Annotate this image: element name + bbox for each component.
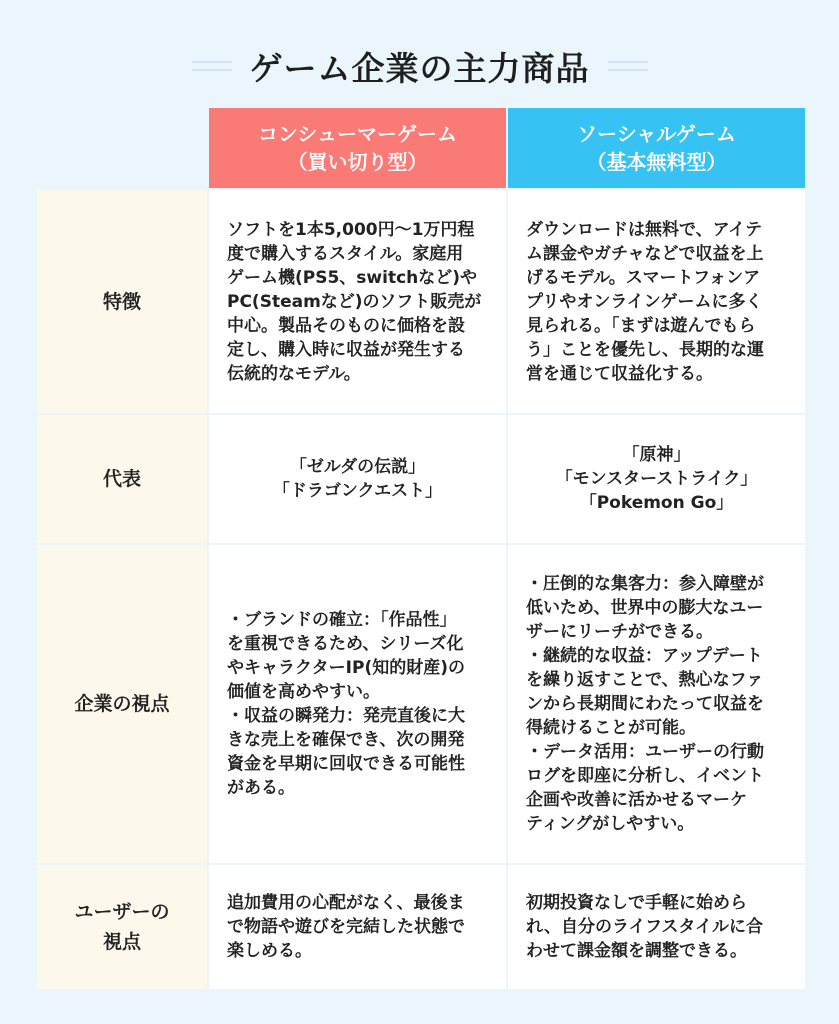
text-line: ・ブランドの確立：「作品性」 [227,610,457,630]
text-line: 定し、購入時に収益が発生する [227,339,465,360]
text-line: PC(Steamなど)のソフト販売が [227,291,482,312]
cell-features-consumer [209,190,506,413]
text-line: がある。 [227,778,295,798]
text-line: ・収益の瞬発力：発売直後に大 [227,706,465,726]
cell-text [526,572,764,836]
cell-features-social [508,190,805,413]
column-header-social [508,108,805,188]
text-line: げるモデル。スマートフォンア [526,267,761,288]
text-line: ・継続的な収益：アップデート [526,646,763,666]
text-line: れ、自分のライフスタイルに合 [526,917,763,937]
text-line: 見られる。「まずは遊んでもら [526,315,756,336]
cell-examples-consumer [209,415,506,543]
text-line: 追加費用の心配がなく、最後ま [227,893,465,913]
column-header-social-line2: （基本無料型） [586,150,727,174]
cell-company-consumer [209,545,506,863]
text-line: きな売上を確保でき、次の開発 [227,730,465,750]
text-line: ティングがしやすい。 [526,814,695,834]
text-line: で物語や遊びを完結した状態で [227,917,465,937]
text-line: 得続けることが可能。 [526,718,696,738]
example-title: 「ゼルダの伝説」 [289,457,426,477]
text-line: 営を通じて収益化する。 [526,363,713,384]
text-line: 伝統的なモデル。 [227,363,361,384]
row-header-user [37,865,207,989]
cell-text [227,891,465,963]
column-header-consumer-line1: コンシューマーゲーム [257,122,458,146]
text-line: やキャラクターIP(知的財産)の [227,658,465,678]
cell-user-consumer [209,865,506,989]
column-header-social-line1: ソーシャルゲーム [577,122,736,146]
text-line: 初期投資なしで手軽に始めら [526,893,747,913]
text-line: プリやオンラインゲームに多く [526,291,763,312]
row-header-features: 特徴 [37,190,207,413]
text-line: 度で購入するスタイル。家庭用 [227,243,464,264]
title-decoration-right [608,61,648,71]
text-line: を繰り返すことで、熱心なファ [526,670,764,690]
text-line: ログを即座に分析し、イベント [526,766,764,786]
text-line: 資金を早期に回収できる可能性 [227,754,465,774]
text-line: ダウンロードは無料で、アイテ [526,219,763,240]
row-header-user-line1: ユーザーの [74,901,170,923]
text-line: ・データ活用：ユーザーの行動 [526,742,764,762]
text-line: 価値を高めやすい。 [227,682,380,702]
text-line: ンから長期間にわたって収益を [526,694,764,714]
page-title: ゲーム企業の主力商品 [249,48,590,88]
text-line: 中心。製品そのものに価格を設 [227,315,465,336]
cell-examples-social [508,415,805,543]
text-line: ・圧倒的な集客力：参入障壁が [526,574,764,594]
text-line: ム課金やガチャなどで収益を上 [526,243,764,264]
table-corner [37,108,207,188]
cell-text [526,218,764,386]
title-decoration-left [192,61,232,71]
example-title: 「原神」 [622,445,691,465]
row-header-user-line2: 視点 [102,931,141,953]
row-header-company: 企業の視点 [37,545,207,863]
cell-text [227,608,465,800]
text-line: う」ことを優先し、長期的な運 [526,339,764,360]
cell-company-social [508,545,805,863]
title-area [0,38,839,94]
text-line: 企画や改善に活かせるマーケ [526,790,747,810]
example-title: 「ドラゴンクエスト」 [272,481,443,501]
text-line: を重視できるため、シリーズ化 [227,634,464,654]
comparison-table [37,108,805,989]
text-line: 低いため、世界中の膨大なユー [526,598,764,618]
text-line: 楽しめる。 [227,941,312,961]
example-title: 「Pokemon Go」 [579,493,734,513]
cell-text [227,218,481,386]
cell-text [526,891,763,963]
cell-user-social [508,865,805,989]
text-line: ゲーム機(PS5、switchなど)や [227,267,478,288]
row-header-examples: 代表 [37,415,207,543]
column-header-consumer-line2: （買い切り型） [287,150,428,174]
example-title: 「モンスターストライク」 [555,469,758,489]
text-line: わせて課金額を調整できる。 [526,941,747,961]
column-header-consumer [209,108,506,188]
text-line: ソフトを1本5,000円〜1万円程 [227,219,475,240]
text-line: ザーにリーチができる。 [526,622,713,642]
